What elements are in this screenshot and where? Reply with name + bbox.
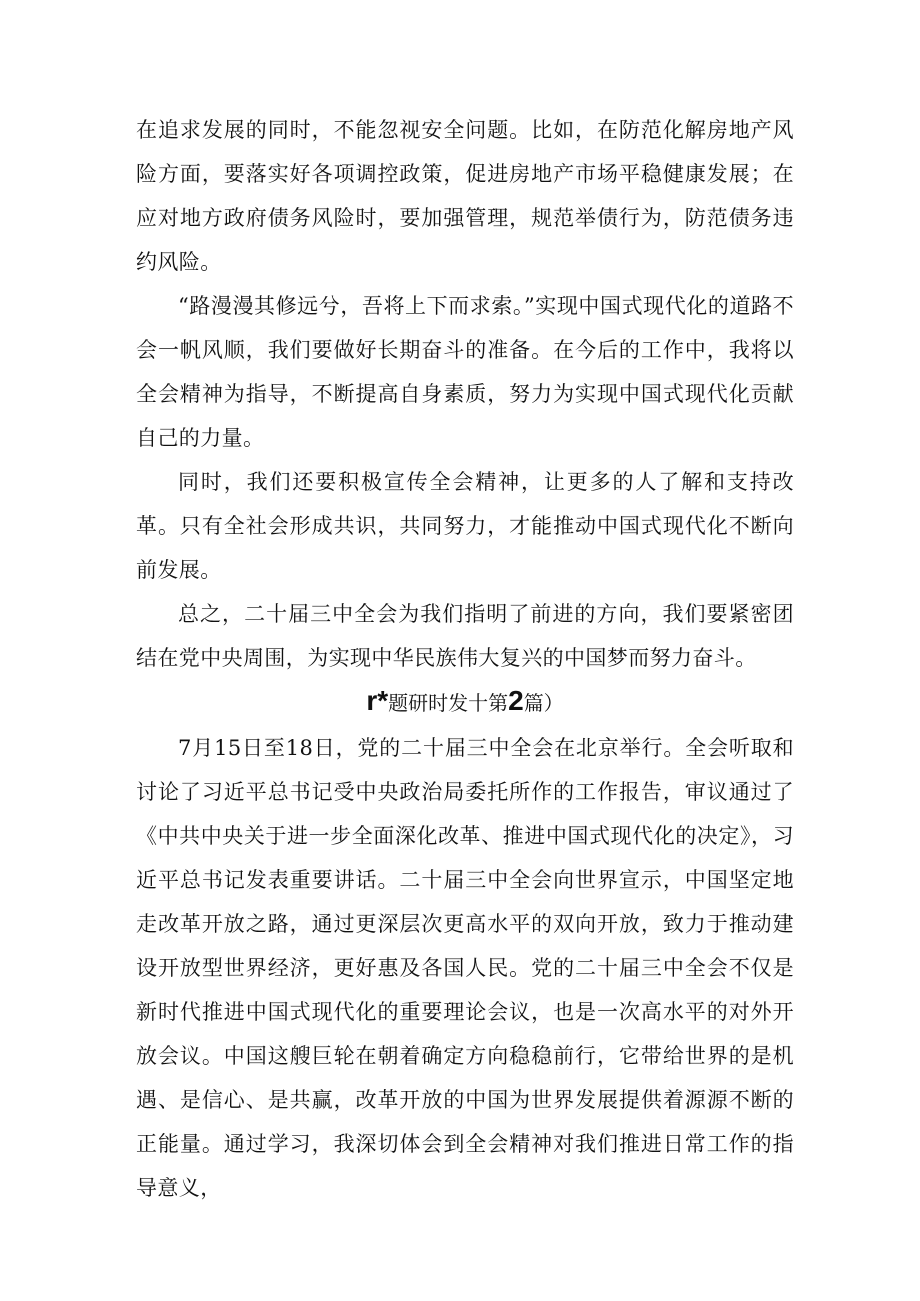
paragraph-conclusion: 总之，二十届三中全会为我们指明了前进的方向，我们要紧密团结在党中央周围，为实现中华民族伟大复兴的中国梦而努力奋斗。: [136, 602, 794, 670]
document-body: [136, 108, 794, 1210]
paragraph-promote-spirit: 同时，我们还要积极宣传全会精神，让更多的人了解和支持改革。只有全社会形成共识，共同努力，才能推动中国式现代化不断向前发展。: [136, 470, 794, 582]
paragraph-plenary-session: 7月15日至18日，党的二十届三中全会在北京举行。全会听取和讨论了习近平总书记受中央政治局委托所作的工作报告，审议通过了《中共中央关于进一步全面深化改革、推进中国式现代化的决定》，习近平总书记发表重要讲话。二十届三中全会向世界宣示，中国坚定地走改革开放之路，通过更深层次更高水平的双向开放，致力于推动建设开放型世界经济，更好惠及各国人民。党的二十届三中全会不仅是新时代推进中国式现代化的重要理论会议，也是一次高水平的对外开放会议。中国这艘巨轮在朝着确定方向稳稳前行，它带给世界的是机遇、是信心、是共赢，改革开放的中国为世界发展提供着源源不断的正能量。通过学习，我深切体会到全会精神对我们推进日常工作的指导意义，: [136, 736, 794, 1200]
paragraph-long-road: “路漫漫其修远兮，吾将上下而求索。”实现中国式现代化的道路不会一帆风顺，我们要做好长期奋斗的准备。在今后的工作中，我将以全会精神为指导，不断提高自身素质，努力为实现中国式现代化贡献自己的力量。: [136, 294, 794, 450]
heading-number: 2: [508, 685, 524, 716]
heading-middle: 题研时发十第: [388, 691, 509, 715]
paragraph-safety-risks: 在追求发展的同时，不能忽视安全问题。比如，在防范化解房地产风险方面，要落实好各项调控政策，促进房地产市场平稳健康发展；在应对地方政府债务风险时，要加强管理，规范举债行为，防范债务违约风险。: [136, 118, 794, 274]
heading-prefix: r*: [366, 685, 389, 716]
heading-suffix: 篇）: [523, 691, 564, 715]
article-heading: [136, 678, 794, 724]
